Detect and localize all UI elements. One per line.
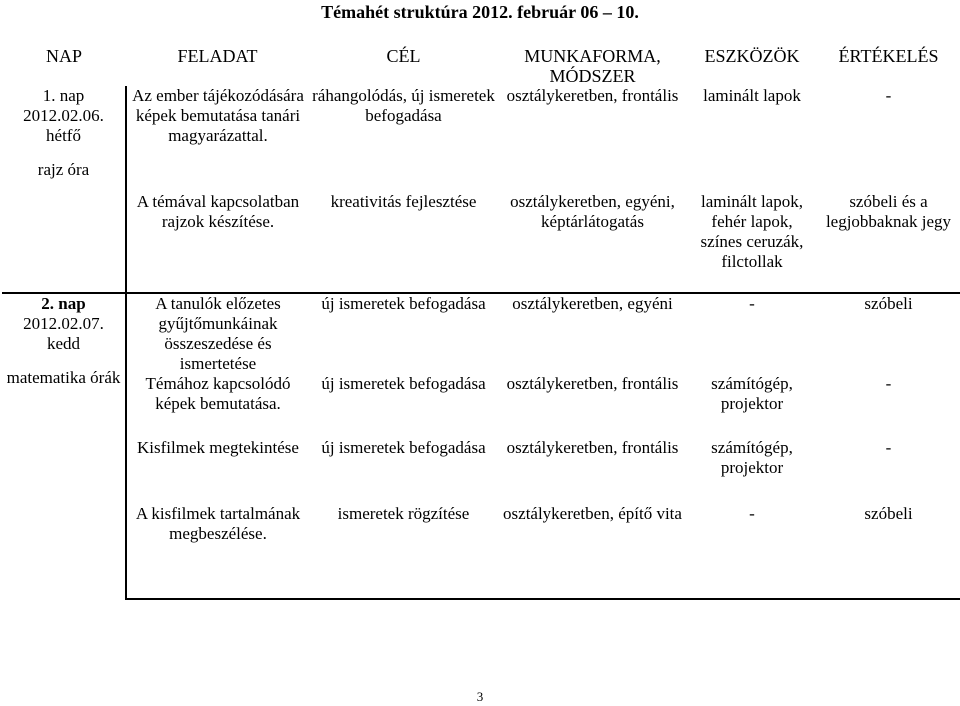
day1-row1-munkaforma: osztálykeretben, frontális — [506, 86, 679, 105]
day2-date: 2012.02.07. — [23, 314, 104, 333]
day1-row1-ertekeles: - — [885, 86, 892, 105]
day2-weekday: kedd — [46, 334, 81, 353]
day2-row3-munkaforma: osztálykeretben, frontális — [506, 438, 679, 457]
day2-row2-munkaforma: osztálykeretben, frontális — [506, 374, 679, 393]
document-title: Témahét struktúra 2012. február 06 – 10. — [321, 2, 639, 22]
day2-row4-ertekeles: szóbeli — [817, 504, 960, 599]
header-munkaforma: MUNKAFORMA, MÓDSZER — [524, 46, 661, 86]
day2-row1-cel: új ismeretek befogadása — [321, 294, 486, 313]
day1-cell — [2, 86, 126, 272]
day1-weekday: hétfő — [46, 126, 81, 145]
day2-row2-ertekeles: - — [885, 374, 892, 393]
day2-row4-cel: ismeretek rögzítése — [309, 504, 498, 599]
table-row — [2, 504, 960, 599]
day2-row3-ertekeles: - — [885, 438, 892, 457]
day1-row2-ertekeles: szóbeli és a legjobbaknak jegy — [825, 192, 952, 231]
table-divider — [2, 272, 960, 293]
day2-row3-feladat: Kisfilmek megtekintése — [126, 438, 309, 504]
day1-subject: rajz óra — [37, 160, 90, 179]
day2-row1-ertekeles: szóbeli — [864, 294, 913, 313]
day2-row4-feladat: A kisfilmek tartalmának megbeszélése. — [126, 504, 309, 599]
day1-row2-munkaforma: osztálykeretben, egyéni, képtárlátogatás — [510, 192, 675, 231]
table-row — [2, 374, 960, 438]
table-row — [2, 438, 960, 504]
day1-row2-cel: kreativitás fejlesztése — [330, 192, 477, 211]
day1-row1-cel: ráhangolódás, új ismeretek befogadása — [312, 86, 495, 125]
day2-row3-cel: új ismeretek befogadása — [321, 438, 486, 457]
day1-row1-eszkozok: laminált lapok — [703, 86, 801, 105]
page-number: 3 — [476, 689, 484, 704]
day1-row2-eszkozok: laminált lapok, fehér lapok, színes ceruzák, filctollak — [700, 192, 804, 271]
day2-row4-eszkozok: - — [687, 504, 817, 599]
day1-date: 2012.02.06. — [23, 106, 104, 125]
table-row — [2, 192, 960, 272]
day2-row1-feladat: A tanulók előzetes gyűjtőmunkáinak összeszedése és ismertetése — [126, 293, 309, 374]
day2-row1-eszkozok: - — [749, 294, 755, 313]
day2-row2-eszkozok: számítógép, projektor — [711, 374, 793, 413]
day2-row1-munkaforma: osztálykeretben, egyéni — [512, 294, 673, 313]
schedule-table — [2, 46, 960, 600]
day1-row1-feladat: Az ember tájékozódására képek bemutatása tanári magyarázattal. — [126, 86, 309, 192]
day1-row2-feladat: A témával kapcsolatban rajzok készítése. — [126, 192, 309, 272]
day2-nap: 2. nap — [41, 294, 86, 313]
day2-subject: matematika órák — [6, 368, 121, 387]
day2-row2-feladat: Témához kapcsolódó képek bemutatása. — [126, 374, 309, 438]
header-eszkozok: ESZKÖZÖK — [704, 46, 800, 66]
header-cel: CÉL — [386, 46, 421, 66]
table-row — [2, 293, 960, 374]
header-nap: NAP — [45, 46, 82, 66]
header-ertekeles: ÉRTÉKELÉS — [838, 46, 939, 66]
day2-row2-cel: új ismeretek befogadása — [321, 374, 486, 393]
table-header-row — [2, 46, 960, 86]
day2-cell — [2, 293, 126, 599]
day2-row3-eszkozok: számítógép, projektor — [711, 438, 793, 477]
header-feladat: FELADAT — [177, 46, 258, 66]
table-row — [2, 86, 960, 192]
day2-row4-munkaforma: osztálykeretben, építő vita — [498, 504, 687, 599]
day1-nap: 1. nap — [42, 86, 85, 105]
